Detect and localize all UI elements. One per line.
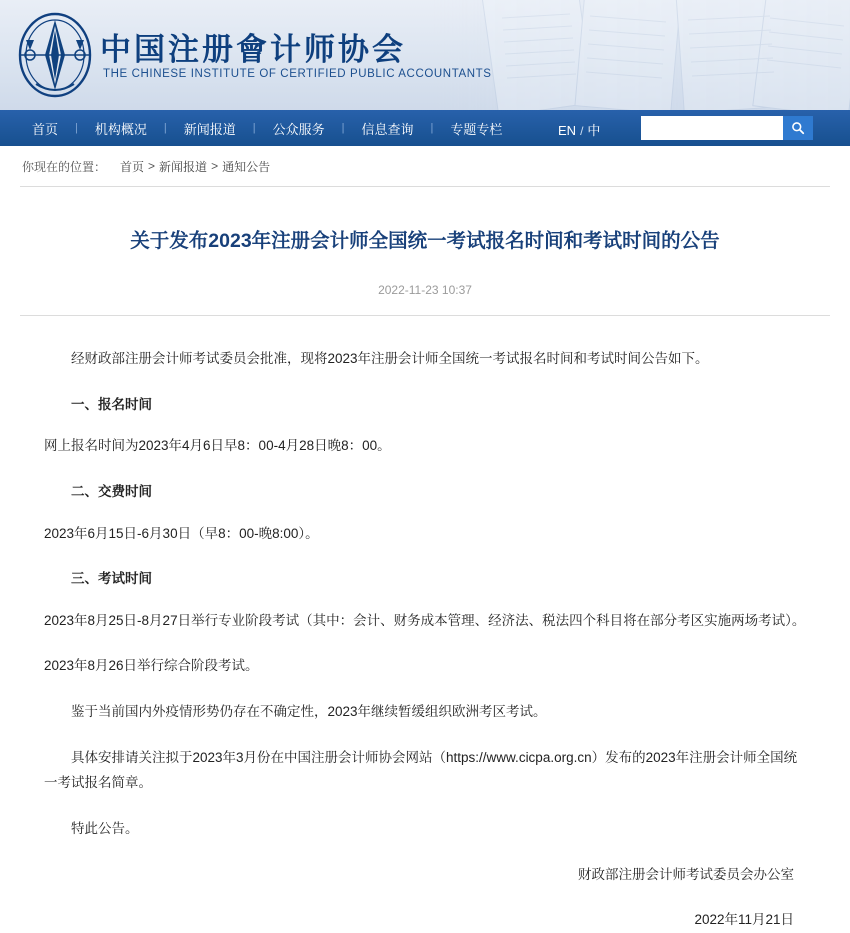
search-icon: [791, 121, 805, 135]
article-signature-date: 2022年11月21日: [694, 912, 794, 928]
language-en-link[interactable]: EN: [558, 123, 577, 138]
nav-item-list: [0, 119, 504, 138]
article-paragraph: 具体安排请关注拟于2023年3月份在中国注册会计师协会网站（https://www.cicpa.org.cn）发布的2023年注册会计师全国统一考试报名简章。: [44, 749, 798, 791]
nav-separator: |: [75, 122, 78, 134]
article-section-heading-exam: 三、考试时间: [71, 571, 152, 587]
nav-separator: |: [163, 122, 167, 134]
article-section-heading-registration: 一、报名时间: [71, 396, 152, 412]
nav-separator: |: [252, 122, 256, 134]
nav-item-news[interactable]: 新闻报道: [183, 121, 236, 137]
search-input[interactable]: [641, 116, 783, 140]
language-switcher: [556, 120, 602, 139]
nav-item-organization[interactable]: 机构概况: [94, 121, 147, 137]
breadcrumb-item-announcements[interactable]: 通知公告: [222, 159, 271, 174]
nav-separator: |: [341, 122, 345, 134]
article-paragraph: 2023年6月15日-6月30日（早8：00-晚8:00）。: [44, 525, 319, 541]
article-section-heading-payment: 二、交费时间: [71, 483, 152, 499]
site-brand-chinese: 中国注册會计师协会: [100, 32, 406, 67]
main-navigation: [0, 110, 850, 146]
site-header: [0, 0, 850, 110]
breadcrumb-label: 你现在的位置：: [22, 159, 107, 174]
site-brand-english: THE CHINESE INSTITUTE OF CERTIFIED PUBLIC ACCOUNTANTS: [103, 68, 492, 80]
language-cn-link[interactable]: 中: [587, 123, 601, 138]
article-closing-paragraph: 特此公告。: [71, 821, 139, 837]
nav-item-information-query[interactable]: 信息查询: [361, 121, 414, 137]
article-container: [20, 186, 830, 315]
article-paragraph: 鉴于当前国内外疫情形势仍存在不确定性，2023年继续暂缓组织欧洲考区考试。: [71, 704, 547, 720]
breadcrumb-separator: >: [148, 159, 156, 173]
header-background-decoration: [430, 0, 850, 110]
search-button[interactable]: [783, 116, 813, 140]
article-paragraph: 网上报名时间为2023年4月6日早8：00-4月28日晚8：00。: [44, 438, 391, 454]
cicpa-emblem-icon: [16, 12, 94, 98]
nav-item-home[interactable]: 首页: [32, 121, 59, 137]
nav-separator: |: [430, 122, 434, 134]
breadcrumb-item-news[interactable]: 新闻报道: [159, 159, 208, 174]
breadcrumb-separator: >: [211, 159, 219, 173]
page-title: 关于发布2023年注册会计师全国统一考试报名时间和考试时间的公告: [130, 230, 720, 252]
breadcrumb: [0, 146, 850, 186]
nav-item-special-topics[interactable]: 专题专栏: [450, 121, 503, 137]
article-signature: 财政部注册会计师考试委员会办公室: [578, 866, 794, 882]
publish-date: 2022-11-23 10:37: [378, 283, 472, 297]
article-body: [20, 316, 830, 933]
search-box: [641, 116, 813, 140]
nav-item-public-service[interactable]: 公众服务: [272, 121, 325, 137]
article-paragraph: 2023年8月25日-8月27日举行专业阶段考试（其中：会计、财务成本管理、经济法、税法四个科目将在部分考区实施两场考试）。: [44, 612, 806, 628]
article-paragraph: 2023年8月26日举行综合阶段考试。: [44, 658, 259, 674]
article-paragraph: 经财政部注册会计师考试委员会批准，现将2023年注册会计师全国统一考试报名时间和考试时间公告如下。: [71, 351, 709, 366]
language-separator: /: [580, 124, 584, 138]
breadcrumb-item-home[interactable]: 首页: [120, 159, 145, 174]
